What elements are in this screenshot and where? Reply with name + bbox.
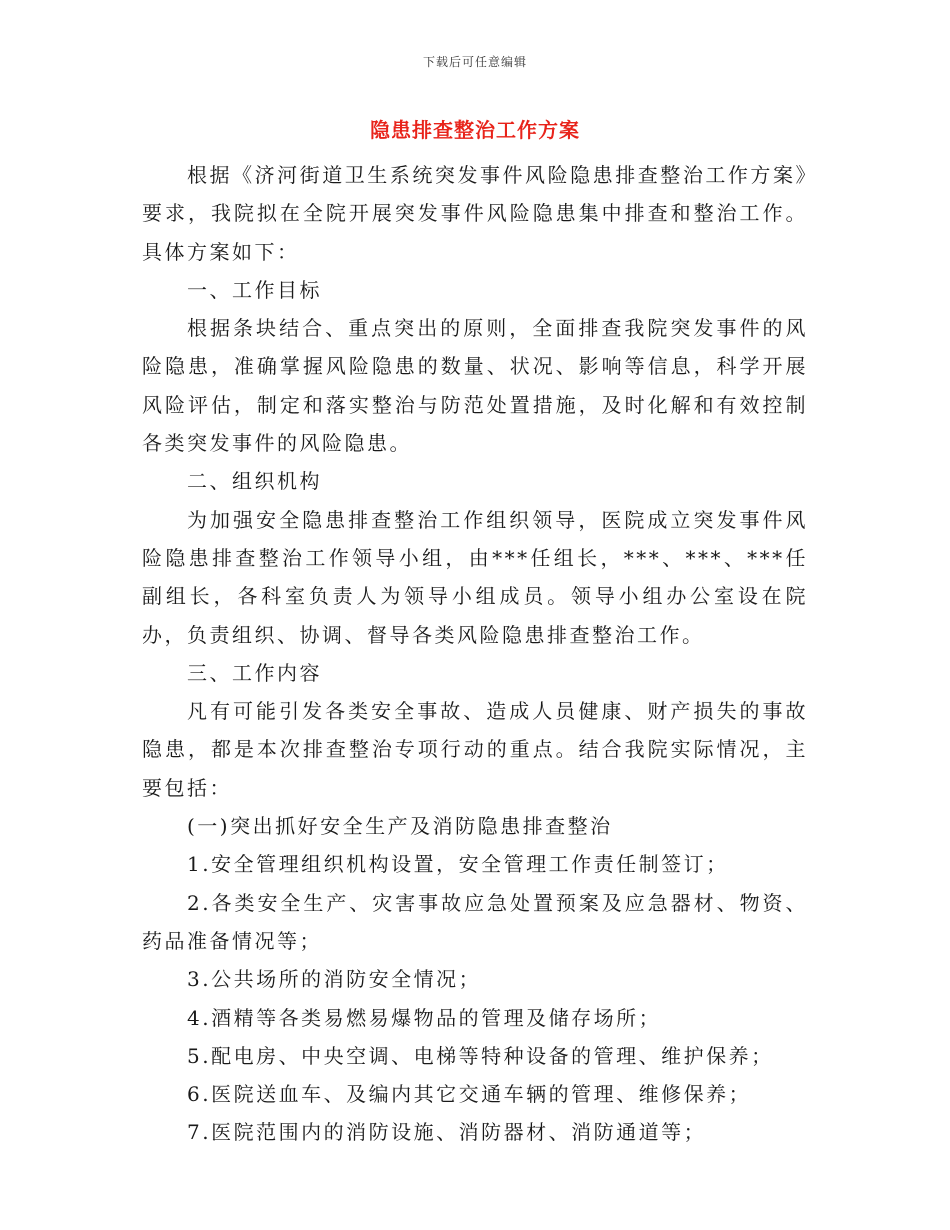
- section-heading-organization: 二、组织机构: [187, 469, 322, 494]
- list-item: 5.配电房、中央空调、电梯等特种设备的管理、维护保养；: [187, 1043, 774, 1068]
- list-item: 6.医院送血车、及编内其它交通车辆的管理、维修保养；: [187, 1082, 752, 1107]
- section-heading-content: 三、工作内容: [187, 660, 322, 685]
- list-item: 3.公共场所的消防安全情况；: [187, 967, 482, 992]
- document-title: 隐患排查整治工作方案: [370, 118, 580, 142]
- list-item: 2.各类安全生产、灾害事故应急处置预案及应急器材、物资、药品准备情况等；: [142, 890, 808, 953]
- header-note: 下载后可任意编辑: [422, 55, 527, 69]
- goal-paragraph: 根据条块结合、重点突出的原则，全面排查我院突发事件的风险隐患，准确掌握风险隐患的数量、状况、影响等信息，科学开展风险评估，制定和落实整治与防范处置措施，及时化解和有效控制各类突发事件的风险隐患。: [142, 316, 808, 456]
- intro-paragraph: 根据《济河街道卫生系统突发事件风险隐患排查整治工作方案》要求，我院拟在全院开展突发事件风险隐患集中排查和整治工作。具体方案如下：: [142, 163, 808, 264]
- list-item: 4.酒精等各类易燃易爆物品的管理及储存场所；: [187, 1005, 662, 1030]
- list-item: 1.安全管理组织机构设置，安全管理工作责任制签订；: [187, 852, 729, 877]
- section-heading-goal: 一、工作目标: [187, 277, 322, 302]
- organization-paragraph: 为加强安全隐患排查整治工作组织领导，医院成立突发事件风险隐患排查整治工作领导小组，由***任组长，***、***、***任副组长，各科室负责人为领导小组成员。领导小组办公室设在院办，负责组织、协调、督导各类风险隐患排查整治工作。: [142, 507, 808, 647]
- list-item: 7.医院范围内的消防设施、消防器材、消防通道等；: [187, 1120, 707, 1145]
- document-body: [142, 156, 808, 1152]
- subsection-heading-safety: (一)突出抓好安全生产及消防隐患排查整治: [187, 814, 613, 839]
- content-paragraph: 凡有可能引发各类安全事故、造成人员健康、财产损失的事故隐患，都是本次排查整治专项行动的重点。结合我院实际情况，主要包括：: [142, 699, 808, 800]
